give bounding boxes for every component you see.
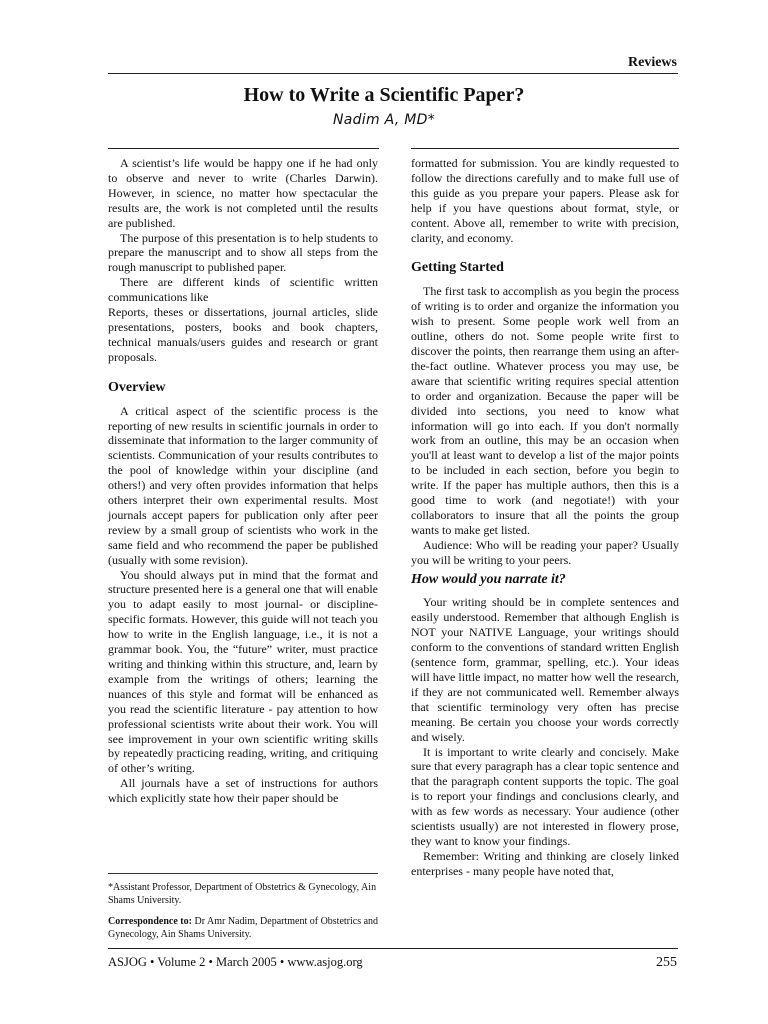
getting-started-paragraph: Audience: Who will be reading your paper? Usually you will be writing to your peers. <box>411 537 679 567</box>
header-rule <box>108 73 678 74</box>
getting-started-heading: Getting Started <box>411 260 504 276</box>
footnote-rule <box>108 873 378 874</box>
narrate-paragraph: It is important to write clearly and concisely. Make sure that every paragraph has a clear topic sentence and that the paragraph content supports the topic. The goal is to report your findings and conclusions clearly, and with as few words as necessary. Your audience (other scientists usually) are not interested in flowery prose, they want to know your findings. <box>411 744 679 848</box>
overview-paragraph: A critical aspect of the scientific process is the reporting of new results in scientific journals in order to disseminate that information to the larger community of scientists. Communication of your results contributes to the pool of knowledge within your discipline (and others!) and very often provides information that helps others interpret their own experimental results. Most journals accept papers for publication only after peer review by a small group of scientists who work in the same field and who recommend the paper be published (usually with some revision). <box>108 403 378 567</box>
paper-title: How to Write a Scientific Paper? <box>243 84 525 106</box>
left-column-rule <box>108 148 379 149</box>
page-number: 255 <box>656 955 677 970</box>
overview-paragraph: All journals have a set of instructions for authors which explicitly state how their paper should be <box>108 776 378 806</box>
correspondence-label: Correspondence to: <box>108 916 192 927</box>
left-column <box>108 156 378 806</box>
affiliation-footnote: *Assistant Professor, Department of Obstetrics & Gynecology, Ain Shams University. <box>108 882 377 906</box>
right-column-rule <box>411 148 679 149</box>
section-label: Reviews <box>628 55 677 70</box>
getting-started-paragraph: The first task to accomplish as you begin the process of writing is to order and organize the information you wish to present. Some people work well from an outline, others do not. Some people write first to discover the points, then rearrange them using an after-the-fact outline. Whatever process you may use, be aware that scientific writing requires special attention to order and organization. Because the paper will be divided into sections, you need to know what information will go into each. If you don't normally work from an outline, this may be an occasion when you'll at least want to develop a list of the major points to be included in each section, before you begin to write. If the paper has multiple authors, then this is a good time to work (and negotiate!) with your collaborators to insure that all the points the group wants to make get listed. <box>411 284 679 537</box>
intro-paragraph: The purpose of this presentation is to help students to prepare the manuscript and to show all steps from the rough manuscript to published paper. <box>108 230 378 275</box>
journal-citation: ASJOG • Volume 2 • March 2005 • www.asjog.org <box>108 955 363 969</box>
intro-paragraph: A scientist’s life would be happy one if he had only to observe and never to write (Charles Darwin). However, in science, no matter how spectacular the results are, the work is not completed until the results are published. <box>108 156 378 230</box>
overview-heading: Overview <box>108 379 166 395</box>
narrate-heading: How would you narrate it? <box>411 571 566 587</box>
correspondence-text: Dr Amr Nadim, Department of Obstetrics and Gynecology, Ain Shams University. <box>108 916 379 940</box>
intro-paragraph: There are different kinds of scientific written communications like <box>108 275 378 305</box>
overview-paragraph: You should always put in mind that the format and structure presented here is a general one that will enable you to adapt easily to most journal- or discipline-specific formats. However, this guide will not teach you how to write in the English language, i.e., it is not a grammar book. You, the “future” writer, must practice writing and thinking within this structure, and, learn by example from the writings of others; learning the nuances of this style and format will be enhanced as you read the scientific literature - pay attention to how professional scientists write about their work. You will see improvement in your own scientific writing skills by repeatedly practicing reading, writing, and critiquing of other’s writing. <box>108 567 378 776</box>
intro-paragraph: Reports, theses or dissertations, journal articles, slide presentations, posters, books and book chapters, technical manuals/users guides and research or grant proposals. <box>108 305 378 364</box>
narrate-paragraph: Your writing should be in complete sentences and easily understood. Remember that although English is NOT your NATIVE Language, your writings should conform to the conventions of standard written English (sentence form, grammar, spelling, etc.). Your ideas will have little impact, no matter how well the research, if they are not communicated well. Remember always that scientific terminology very often has precise meaning. Be certain you choose your words correctly and wisely. <box>411 595 679 744</box>
correspondence-footnote <box>108 915 380 941</box>
right-column <box>411 156 679 879</box>
author-line: Nadim A, MD* <box>332 112 436 128</box>
narrate-paragraph: Remember: Writing and thinking are closely linked enterprises - many people have noted that, <box>411 848 679 878</box>
footer-rule <box>108 948 678 949</box>
continuation-paragraph: formatted for submission. You are kindly requested to follow the directions carefully and to make full use of this guide as you prepare your papers. Please ask for help if you have questions about format, style, or content. Above all, remember to write with precision, clarity, and economy. <box>411 156 679 245</box>
